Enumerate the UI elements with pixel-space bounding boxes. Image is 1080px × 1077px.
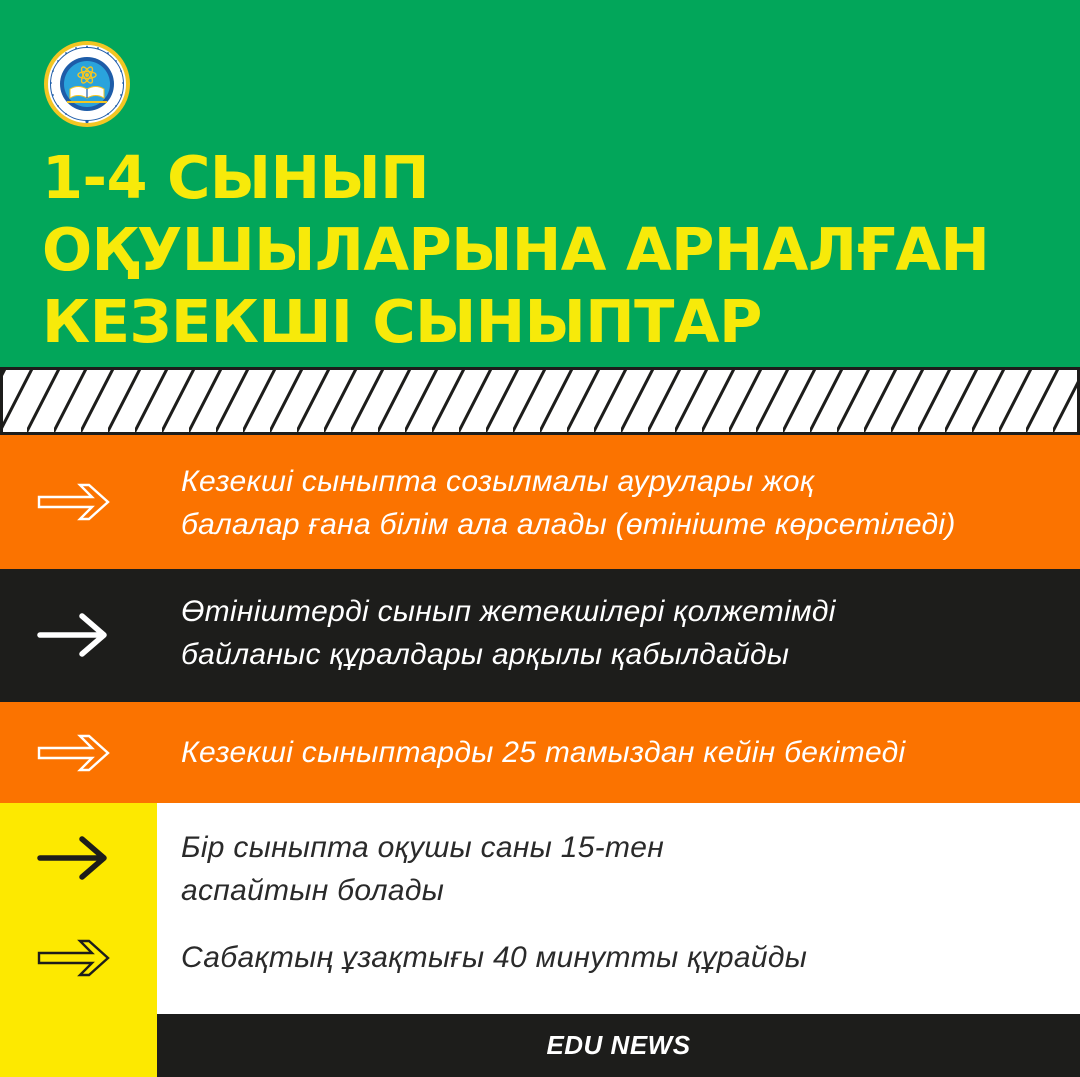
header-panel	[0, 0, 1080, 367]
info-text-line: аспайтын болады	[181, 874, 445, 907]
info-text	[181, 936, 807, 979]
info-text	[181, 826, 664, 912]
ministry-emblem-icon	[43, 40, 131, 128]
info-band	[0, 435, 1080, 569]
outline-arrow-icon	[36, 480, 112, 524]
info-band	[0, 569, 1080, 702]
outline-arrow-icon	[36, 731, 112, 775]
footer-label: EDU NEWS	[546, 1030, 691, 1060]
title-line: ОҚУШЫЛАРЫНА АРНАЛҒАН	[42, 215, 990, 284]
info-text-line: балалар ғана білім ала алады (өтініште көрсетіледі)	[181, 508, 956, 541]
info-text-line: Кезекші сыныпта созылмалы аурулары жоқ	[181, 465, 815, 498]
hatched-divider	[0, 367, 1080, 435]
info-text	[181, 590, 836, 676]
info-text-line: Бір сыныпта оқушы саны 15-тен	[181, 831, 665, 864]
info-text	[181, 731, 906, 774]
outline-arrow-icon	[36, 936, 112, 980]
page-title	[42, 142, 989, 358]
title-line: КЕЗЕКШІ СЫНЫПТАР	[42, 287, 762, 356]
info-text-line: Кезекші сыныптарды 25 тамыздан кейін бекітеді	[181, 736, 906, 769]
footer-bar	[157, 1014, 1080, 1077]
info-text-line: Өтініштерді сынып жетекшілері қолжетімді	[181, 595, 836, 628]
solid-arrow-icon	[36, 836, 112, 880]
title-line: 1-4 СЫНЫП	[42, 143, 429, 212]
info-text-line: байланыс құралдары арқылы қабылдайды	[181, 638, 790, 671]
info-band	[0, 702, 1080, 803]
solid-arrow-icon	[36, 613, 112, 657]
info-text	[181, 460, 956, 546]
info-text-line: Сабақтың ұзақтығы 40 минутты құрайды	[181, 941, 808, 974]
